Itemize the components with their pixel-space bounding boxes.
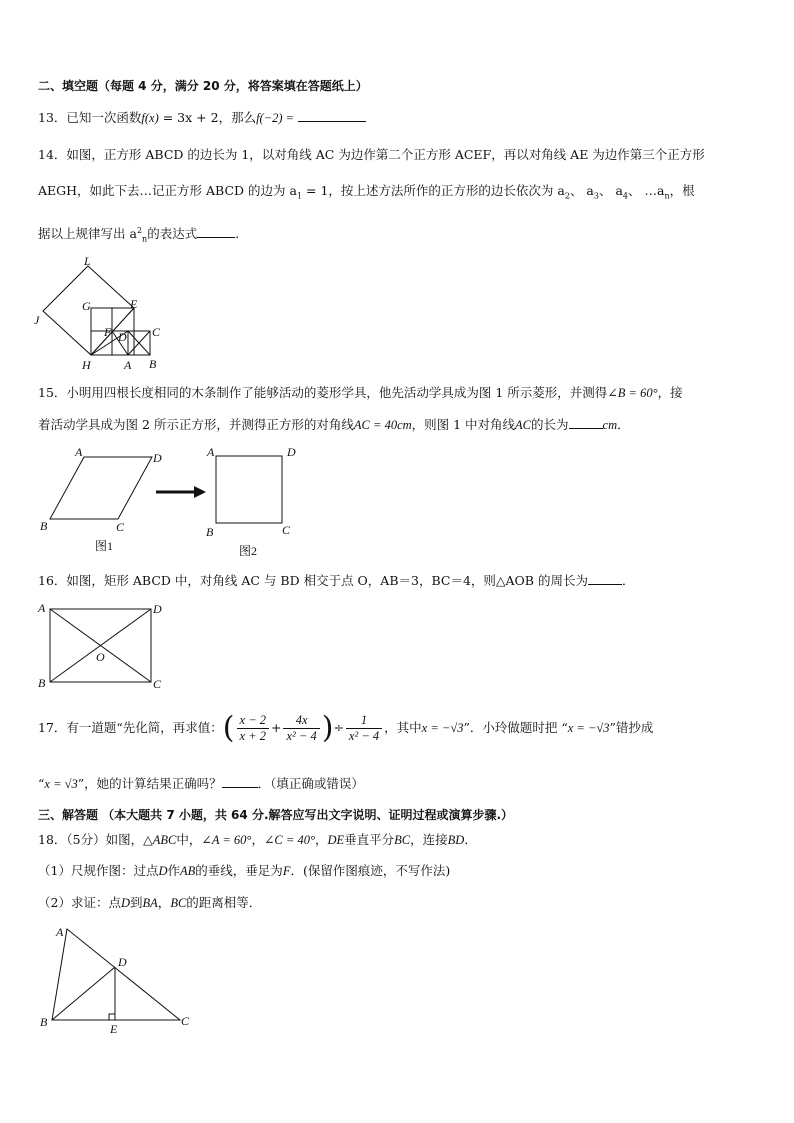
q18-triangle-figure xyxy=(34,922,204,1040)
q13-prefix: 13．已知一次函数 xyxy=(38,110,142,125)
q17-mid3: ”错抄成 xyxy=(609,720,654,735)
q15-l1: 15．小明用四根长度相同的木条制作了能够活动的菱形学具，他先活动学具成为图 1 所示菱形，并测得 xyxy=(38,385,608,400)
q13-eq: = 3x + 2 xyxy=(158,110,219,125)
label-E: E xyxy=(130,297,138,311)
q15-l1-end: ，接 xyxy=(657,385,683,400)
question-13 xyxy=(38,108,366,127)
fig2-label-A: A xyxy=(207,445,215,459)
label-D: D xyxy=(118,330,127,344)
q16-answer-blank[interactable] xyxy=(588,571,622,585)
fig2-caption: 图2 xyxy=(239,544,258,558)
q18-p1a: （1）尺规作图：过点 xyxy=(38,863,159,878)
q17-xval: x = −√3 xyxy=(421,721,464,735)
label-C: C xyxy=(181,1014,190,1028)
question-17-line2 xyxy=(38,774,364,793)
q17-l2c: ．（填正确或错误） xyxy=(257,776,364,791)
q18-l1a: 18．（5分）如图， xyxy=(38,832,144,847)
q18-sep: ， xyxy=(251,832,264,847)
question-14-line3 xyxy=(38,222,248,249)
label-J: J xyxy=(34,313,40,327)
q15-l2b: ，则图 1 中对角线 xyxy=(411,417,516,432)
q17-n2: 4x xyxy=(283,713,319,729)
q18-tri: △ABC xyxy=(143,833,177,847)
fig1-label-C: C xyxy=(116,520,125,534)
question-18-part2 xyxy=(38,894,261,912)
fig1-caption: 图1 xyxy=(95,539,114,553)
q17-d1: x + 2 xyxy=(239,729,266,743)
q15-angle: ∠B = 60° xyxy=(607,386,658,400)
question-18-line1 xyxy=(38,831,477,849)
q15-l2a: 着活动学具成为图 2 所示正方形，并测得正方形的对角线 xyxy=(38,417,354,432)
label-C: C xyxy=(153,677,162,691)
q15-l2c: 的长为 xyxy=(531,417,569,432)
q17-d3: x² − 4 xyxy=(348,729,380,743)
q14-l2b: = 1，按上述方法所作的正方形的边长依次为 a xyxy=(302,183,565,198)
q14-sub3: 3 xyxy=(593,191,599,201)
q18-bc2: BC xyxy=(170,896,187,910)
q18-p1b: 作 xyxy=(167,863,181,878)
q17-frac2 xyxy=(283,713,319,744)
q18-p2b: 到 xyxy=(130,895,143,910)
q18-ba: BA xyxy=(142,896,158,910)
section-2-title: 二、填空题（每题 4 分，满分 20 分，将答案填在答题纸上） xyxy=(38,79,368,93)
left-paren: ( xyxy=(222,710,235,746)
q17-l2a: “ xyxy=(38,776,45,791)
question-18-part1 xyxy=(38,862,450,880)
q16-rectangle-figure xyxy=(34,598,174,694)
q15-unit: cm xyxy=(602,418,618,432)
label-A: A xyxy=(56,925,64,939)
q18-l1d: 垂直平分 xyxy=(344,832,395,847)
label-A: A xyxy=(38,601,46,615)
q14-sub2: 2 xyxy=(564,191,570,201)
q18-p1d: ．(保留作图痕迹，不写作法) xyxy=(290,863,451,878)
label-A: A xyxy=(124,358,132,372)
question-14-line2 xyxy=(38,182,695,206)
q17-d2: x² − 4 xyxy=(286,729,317,743)
label-O: O xyxy=(96,650,105,664)
q15-l2d: ． xyxy=(617,417,630,432)
q18-l1f: ． xyxy=(464,832,477,847)
q14-l2f: ，根 xyxy=(669,183,695,198)
q17-div: ÷ xyxy=(333,720,344,735)
label-C: C xyxy=(152,325,161,339)
q18-f: F xyxy=(282,864,291,878)
q17-frac1 xyxy=(237,713,269,744)
q18-de: DE xyxy=(327,833,345,847)
fig1-label-A: A xyxy=(75,445,83,459)
right-paren: ) xyxy=(321,710,334,746)
q14-sup2: 2 xyxy=(136,226,143,235)
question-15-line1 xyxy=(38,384,683,402)
fig2-label-C: C xyxy=(282,523,291,537)
q17-n1: x − 2 xyxy=(237,713,269,729)
label-D: D xyxy=(153,602,162,616)
label-E: E xyxy=(110,1022,118,1036)
q14-l2d: 、 a xyxy=(598,183,623,198)
q14-l3c: ． xyxy=(235,226,248,242)
fig2-label-D: D xyxy=(287,445,296,459)
q16-end: ． xyxy=(621,573,635,588)
q18-bc: BC xyxy=(394,833,411,847)
label-L: L xyxy=(84,254,91,268)
q17-xval2: x = −√3 xyxy=(567,721,610,735)
q17-mid1: ，其中 xyxy=(384,720,422,735)
q17-frac3 xyxy=(346,713,382,744)
q17-answer-blank[interactable] xyxy=(222,774,258,788)
q18-angA: ∠A = 60° xyxy=(201,833,252,847)
label-F: F xyxy=(104,325,112,339)
q17-prefix: 17．有一道题“先化简，再求值： xyxy=(38,720,223,735)
label-H: H xyxy=(82,358,91,372)
q18-p1c: 的垂线，垂足为 xyxy=(195,863,283,878)
question-14-line1: 14．如图，正方形 ABCD 的边长为 1，以对角线 AC 为边作第二个正方形 ACEF，再以对角线 AE 为边作第三个正方形 xyxy=(38,147,705,162)
q13-fx: f(x) xyxy=(141,111,159,125)
q15-answer-blank[interactable] xyxy=(569,415,603,429)
q18-ab: AB xyxy=(180,864,196,878)
q18-p2c: ， xyxy=(157,895,171,910)
q14-l3a: 据以上规律写出 a xyxy=(38,226,137,242)
q14-l3b: 的表达式 xyxy=(147,226,198,242)
q18-d2: D xyxy=(120,896,130,910)
fig1-label-D: D xyxy=(153,451,162,465)
q18-angC: ∠C = 40° xyxy=(263,833,315,847)
q18-l1c: ， xyxy=(314,832,328,847)
question-15-line2 xyxy=(38,415,630,434)
label-D: D xyxy=(118,955,127,969)
q17-xval3: x = √3 xyxy=(44,777,78,791)
q17-l2b: ”，她的计算结果正确吗？ xyxy=(77,776,222,791)
q14-sub1: 1 xyxy=(296,191,303,201)
q14-nested-squares-figure xyxy=(30,252,170,374)
question-17-line1 xyxy=(38,708,653,749)
q17-plus: + xyxy=(271,720,282,735)
q18-l1e: ，连接 xyxy=(410,832,448,847)
q13-answer-blank[interactable] xyxy=(298,108,366,122)
label-G: G xyxy=(82,299,91,313)
q14-sub4: 4 xyxy=(622,191,629,201)
q14-answer-blank[interactable] xyxy=(197,224,235,238)
q15-ac: AC = 40cm xyxy=(353,418,412,432)
q18-p2d: 的距离相等． xyxy=(186,895,262,910)
q18-l1b: 中， xyxy=(176,832,202,847)
q14-l2a: AEGH，如此下去…记正方形 ABCD 的边为 a xyxy=(38,183,297,198)
q15-rhombus-square-figure xyxy=(34,444,324,562)
q14-l2e: 、 …a xyxy=(628,183,665,198)
q18-d: D xyxy=(158,864,168,878)
label-B: B xyxy=(149,357,157,371)
q14-subn: n xyxy=(664,191,670,201)
q17-n3: 1 xyxy=(346,713,382,729)
q13-mid: ，那么 xyxy=(218,110,257,125)
q13-fneg: f(−2) = xyxy=(256,111,295,125)
q14-l2c: 、 a xyxy=(569,183,594,198)
q15-ac2: AC xyxy=(515,418,532,432)
q18-p2a: （2）求证：点 xyxy=(38,895,121,910)
question-16 xyxy=(38,571,634,590)
fig2-label-B: B xyxy=(206,525,214,539)
q16-text: 16．如图，矩形 ABCD 中，对角线 AC 与 BD 相交于点 O，AB＝3，BC＝4，则△AOB 的周长为 xyxy=(38,573,588,588)
section-3-title: 三、解答题 （本大题共 7 小题，共 64 分.解答应写出文字说明、证明过程或演算步骤.） xyxy=(38,808,514,822)
q17-mid2: ”．小玲做题时把 “ xyxy=(463,720,568,735)
q14-subn-2: n xyxy=(142,234,148,244)
label-B: B xyxy=(38,676,46,690)
label-B: B xyxy=(40,1015,48,1029)
q18-bd: BD xyxy=(447,833,465,847)
fig1-label-B: B xyxy=(40,519,48,533)
